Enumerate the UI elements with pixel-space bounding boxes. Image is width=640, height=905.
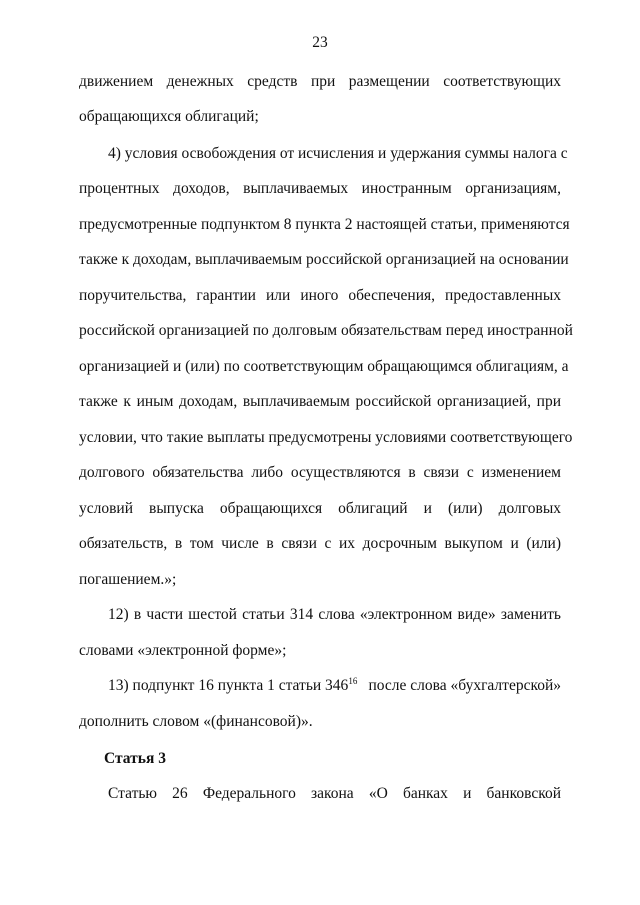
article-heading: Статья 3 — [104, 750, 166, 767]
text-line-20: Статью 26 Федерального закона «О банках и банковской — [108, 785, 561, 802]
text-line-18-start: 13) подпункт 16 пункта 1 статьи $346^{16}$ — [108, 676, 358, 694]
text-line-18-end: после слова «бухгалтерской» — [364, 677, 561, 694]
text-line-5: предусмотренные подпунктом 8 пункта 2 настоящей статьи, применяются — [79, 216, 570, 233]
text-line-17: словами «электронной форме»; — [79, 642, 287, 659]
text-line-16: 12) в части шестой статьи 314 слова «электронном виде» заменить — [108, 606, 561, 623]
text-line-12: долгового обязательства либо осуществляются в связи с изменением — [79, 464, 561, 481]
text-line-1: движением денежных средств при размещении соответствующих — [79, 73, 561, 90]
text-line-13: условий выпуска обращающихся облигаций и (или) долговых — [79, 500, 561, 517]
text-line-2: обращающихся облигаций; — [79, 108, 259, 125]
page-number: 23 — [312, 34, 328, 51]
text-line-15: погашением.»; — [79, 571, 177, 588]
text-line-10: также к иным доходам, выплачиваемым российской организацией, при — [79, 393, 561, 410]
text-line-9: организацией и (или) по соответствующим обращающимся облигациям, а — [79, 358, 569, 375]
text-line-8: российской организацией по долговым обязательствам перед иностранной — [79, 322, 573, 339]
text-line-6: также к доходам, выплачиваемым российской организацией на основании — [79, 251, 569, 268]
text-line-3: 4) условия освобождения от исчисления и удержания суммы налога с — [108, 145, 568, 162]
text-line-19: дополнить словом «(финансовой)». — [79, 713, 313, 730]
text-line-18 — [108, 676, 561, 696]
text-line-11: условии, что такие выплаты предусмотрены условиями соответствующего — [79, 429, 573, 446]
superscript: 16 — [348, 676, 358, 686]
text-line-4: процентных доходов, выплачиваемых иностранным организациям, — [79, 180, 561, 197]
text-line-7: поручительства, гарантии или иного обеспечения, предоставленных — [79, 287, 561, 304]
text-line-14: обязательств, в том числе в связи с их досрочным выкупом и (или) — [79, 535, 561, 552]
